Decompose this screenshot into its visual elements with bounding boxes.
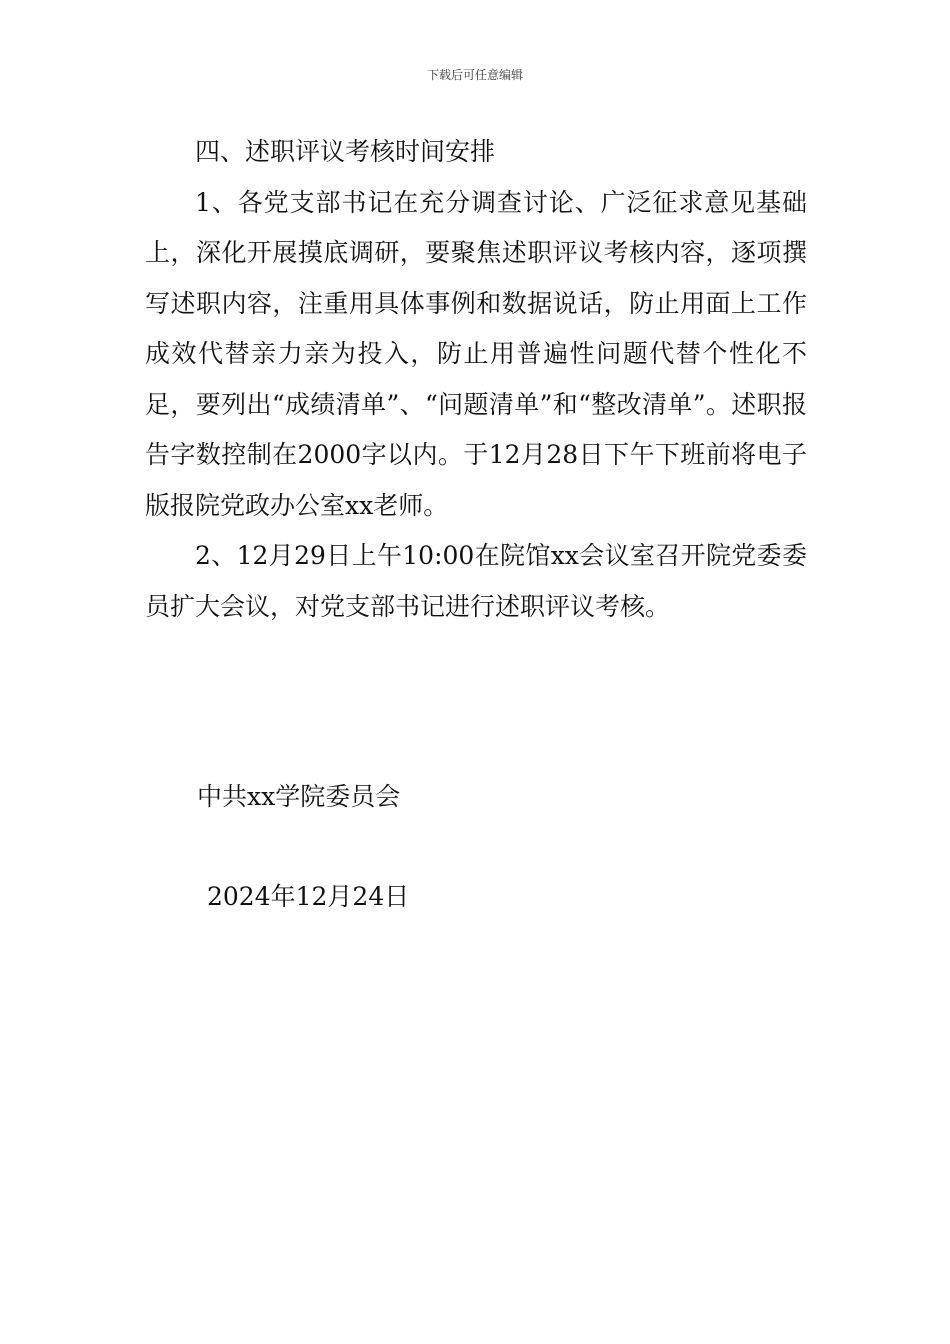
paragraph-1: 1、各党支部书记在充分调查讨论、广泛征求意见基础上，深化开展摸底调研，要聚焦述职评议考核内容，逐项撰写述职内容，注重用具体事例和数据说话，防止用面上工作成效代替亲力亲为投入，防止用普遍性问题代替个性化不足，要列出“成绩清单”、“问题清单”和“整改清单”。述职报告字数控制在2000字以内。于12月28日下午下班前将电子版报院党政办公室xx老师。 (145, 187, 807, 520)
signature-organization: 中共xx学院委员会 (197, 782, 401, 811)
paragraph-2: 2、12月29日上午10:00在院馆xx会议室召开院党委委员扩大会议，对党支部书记进行述职评议考核。 (145, 541, 807, 621)
document-body (145, 127, 807, 632)
section-heading: 四、述职评议考核时间安排 (195, 137, 496, 166)
signature-date: 2024年12月24日 (207, 882, 410, 911)
header-note: 下载后可任意编辑 (426, 68, 523, 82)
